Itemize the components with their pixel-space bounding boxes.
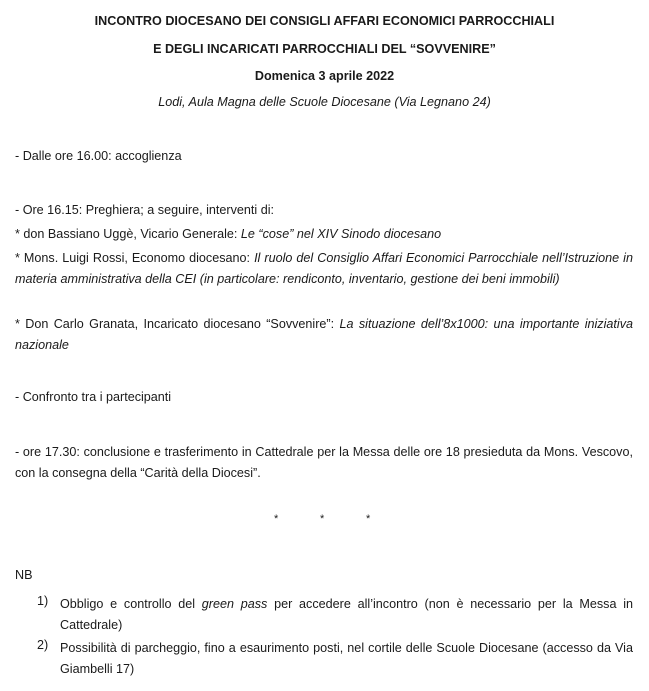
speaker-1 — [15, 224, 633, 245]
separator-star-2: * — [320, 513, 325, 525]
note-1-number: 1) — [37, 594, 49, 608]
note-1-text-before: Obbligo e controllo del — [60, 597, 202, 611]
notes-label: NB — [15, 568, 33, 582]
note-1 — [60, 594, 633, 636]
note-2-text: Possibilità di parcheggio, fino a esaurimento posti, nel cortile delle Scuole Diocesane (accesso da Via Giambelli 17) — [60, 641, 633, 676]
speaker-1-name: * don Bassiano Uggè, Vicario Generale: — [15, 227, 241, 241]
speaker-3-name: * Don Carlo Granata, Incaricato diocesano “Sovvenire”: — [15, 317, 340, 331]
speaker-2-topic: Il ruolo del Consiglio Affari Economici Parrocchiale nell’Istruzione in materia amministrativa della CEI (in particolare: rendiconto, inventario, gestione dei beni immobili) — [15, 251, 633, 286]
speaker-1-topic: Le “cose” nel XIV Sinodo diocesano — [240, 227, 442, 241]
program-conclusione: - ore 17.30: conclusione e trasferimento in Cattedrale per la Messa delle ore 18 presieduta da Mons. Vescovo, con la consegna della “Carità della Diocesi”. — [15, 445, 633, 480]
program-accoglienza: - Dalle ore 16.00: accoglienza — [15, 149, 182, 163]
event-date: Domenica 3 aprile 2022 — [254, 69, 395, 83]
speaker-3 — [15, 314, 633, 356]
speaker-3-topic: La situazione dell’8x1000: una importante iniziativa nazionale — [15, 317, 633, 352]
note-1-text-after: per accedere all’incontro (non è necessario per la Messa in Cattedrale) — [60, 597, 633, 632]
event-place: Lodi, Aula Magna delle Scuole Diocesane (Via Legnano 24) — [158, 95, 491, 109]
speaker-2-name: * Mons. Luigi Rossi, Economo diocesano: — [15, 251, 255, 265]
title-line-1: INCONTRO DIOCESANO DEI CONSIGLI AFFARI ECONOMICI PARROCCHIALI — [94, 14, 555, 28]
program-confronto: - Confronto tra i partecipanti — [15, 390, 172, 404]
note-2-number: 2) — [37, 638, 49, 652]
separator-star-3: * — [366, 513, 371, 525]
program-preghiera: - Ore 16.15: Preghiera; a seguire, interventi di: — [15, 203, 275, 217]
note-1-emphasis: green pass — [201, 597, 268, 611]
speaker-2 — [15, 248, 633, 290]
title-line-2: E DEGLI INCARICATI PARROCCHIALI DEL “SOVVENIRE” — [153, 42, 496, 56]
note-2 — [60, 638, 633, 680]
separator-star-1: * — [274, 513, 279, 525]
